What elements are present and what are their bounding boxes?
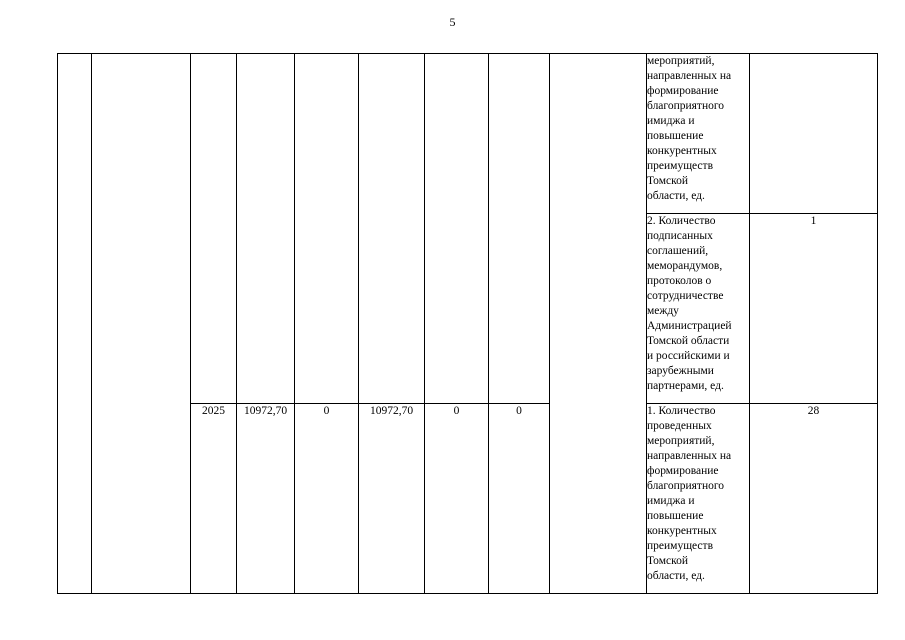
indicator-cell: мероприятий, направленных на формирование благоприятного имиджа и повышение конкурентных преимуществ Томской области, ед. [647,54,750,214]
empty-cell-executor [550,54,647,594]
indicator-value: 1 [750,214,878,404]
indicator-value [750,54,878,214]
indicator-value: 28 [750,404,878,594]
empty-cell-number [58,54,92,594]
indicator-cell: 1. Количество проведенных мероприятий, направленных на формирование благоприятного имиджа и повышение конкурентных преимуществ Томской области, ед. [647,404,750,594]
empty-cell-reg [359,54,425,404]
empty-cell-year [191,54,237,404]
table-row [58,54,878,214]
empty-cell-fed [295,54,359,404]
total-cell: 10972,70 [237,404,295,594]
empty-cell-name [92,54,191,594]
page-number: 5 [449,15,456,29]
federal-cell: 0 [295,404,359,594]
year-cell: 2025 [191,404,237,594]
empty-cell-total [237,54,295,404]
other-cell: 0 [489,404,550,594]
regional-cell: 10972,70 [359,404,425,594]
program-table [57,53,878,594]
indicator-cell: 2. Количество подписанных соглашений, меморандумов, протоколов о сотрудничестве между Администрацией Томской области и российскими и зарубежными партнерами, ед. [647,214,750,404]
empty-cell-other [489,54,550,404]
empty-cell-loc [425,54,489,404]
local-cell: 0 [425,404,489,594]
